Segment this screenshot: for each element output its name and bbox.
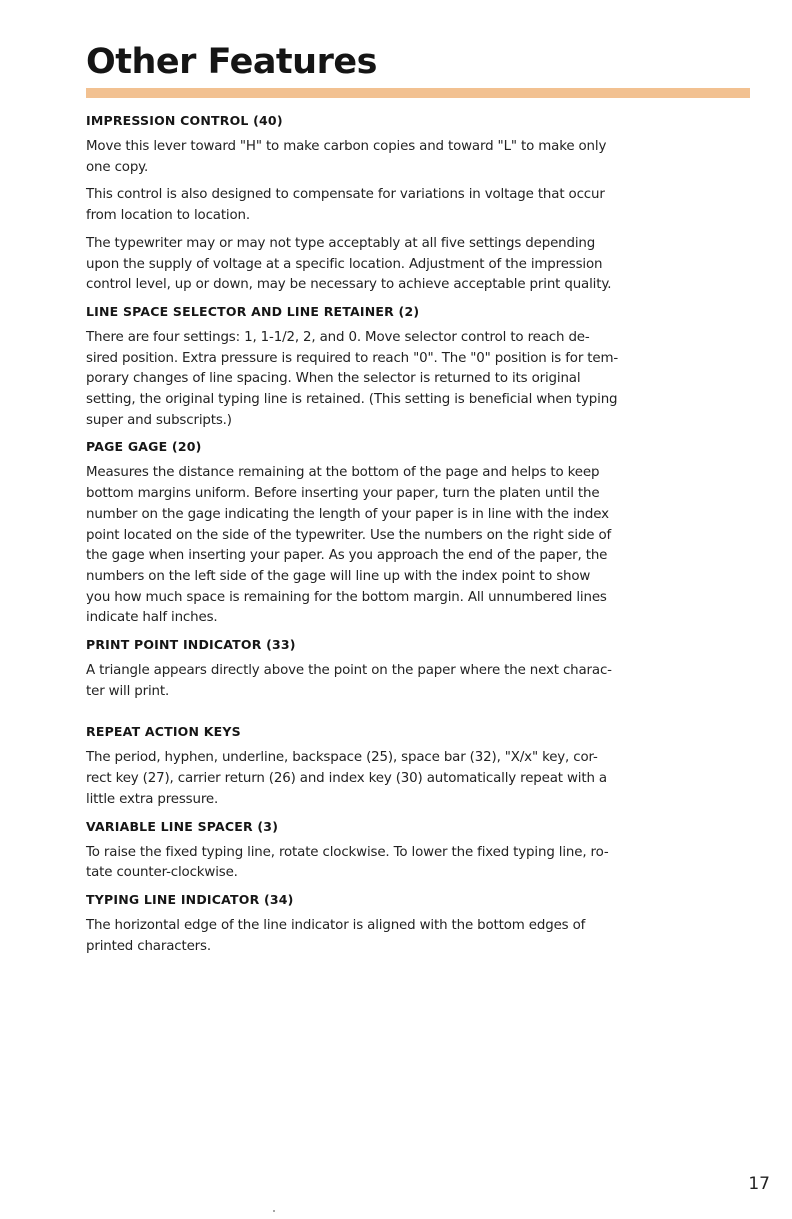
- text-line: super and subscripts.): [86, 412, 232, 428]
- section-variable-line-spacer: [86, 818, 750, 884]
- title-underline-bar: [86, 88, 750, 98]
- section-heading: REPEAT ACTION KEYS: [86, 724, 241, 740]
- page-number: 17: [748, 1174, 770, 1194]
- text-line: from location to location.: [86, 208, 250, 224]
- paragraph: [86, 328, 750, 432]
- text-line: The period, hyphen, underline, backspace (25), space bar (32), "X/x" key, cor-: [86, 750, 598, 766]
- text-line: Move this lever toward "H" to make carbon copies and toward "L" to make only: [86, 139, 607, 154]
- print-speck: [273, 1210, 275, 1212]
- section-heading: LINE SPACE SELECTOR AND LINE RETAINER (2): [86, 303, 420, 319]
- section-typing-line-indicator: [86, 891, 750, 957]
- text-line: you how much space is remaining for the bottom margin. All unnumbered lines: [86, 589, 607, 605]
- paragraph: [86, 843, 750, 884]
- section-impression-control: [86, 112, 750, 296]
- paragraph: [86, 916, 750, 957]
- text-line: sired position. Extra pressure is required to reach "0". The "0" position is for tem-: [86, 350, 619, 366]
- section-print-point-indicator: [86, 636, 750, 702]
- text-line: This control is also designed to compensate for variations in voltage that occur: [86, 187, 605, 203]
- text-line: A triangle appears directly above the point on the paper where the next charac-: [86, 663, 612, 679]
- text-line: setting, the original typing line is retained. (This setting is beneficial when typing: [86, 392, 618, 408]
- text-line: To raise the fixed typing line, rotate clockwise. To lower the fixed typing line, ro-: [86, 844, 609, 860]
- paragraph: [86, 234, 750, 296]
- paragraph: [86, 185, 750, 226]
- text-line: rect key (27), carrier return (26) and index key (30) automatically repeat with a: [86, 771, 607, 787]
- section-heading: IMPRESSION CONTROL (40): [86, 113, 283, 128]
- text-line: ter will print.: [86, 683, 170, 699]
- section-repeat-action-keys: [86, 723, 750, 810]
- page-title: Other Features: [86, 42, 377, 82]
- text-line: numbers on the left side of the gage will line up with the index point to show: [86, 568, 591, 584]
- text-line: number on the gage indicating the length of your paper is in line with the index: [86, 506, 609, 522]
- section-heading: PRINT POINT INDICATOR (33): [86, 637, 296, 653]
- paragraph: [86, 661, 750, 702]
- text-line: Measures the distance remaining at the bottom of the page and helps to keep: [86, 465, 600, 481]
- text-line: The horizontal edge of the line indicator is aligned with the bottom edges of: [86, 917, 586, 933]
- text-line: porary changes of line spacing. When the selector is returned to its original: [86, 371, 581, 387]
- section-heading: TYPING LINE INDICATOR (34): [86, 891, 294, 907]
- text-line: bottom margins uniform. Before inserting your paper, turn the platen until the: [86, 486, 600, 502]
- section-line-space-selector: [86, 303, 750, 432]
- paragraph: [86, 463, 750, 629]
- section-heading: VARIABLE LINE SPACER (3): [86, 818, 279, 834]
- text-line: There are four settings: 1, 1-1/2, 2, and 0. Move selector control to reach de-: [86, 329, 590, 345]
- page-content: [86, 112, 750, 964]
- text-line: upon the supply of voltage at a specific location. Adjustment of the impression: [86, 256, 603, 272]
- text-line: point located on the side of the typewriter. Use the numbers on the right side of: [86, 527, 612, 543]
- paragraph: [86, 748, 750, 810]
- spacer: [86, 709, 750, 723]
- paragraph: [86, 137, 750, 178]
- text-line: control level, up or down, may be necessary to achieve acceptable print quality.: [86, 277, 612, 293]
- section-page-gage: [86, 438, 750, 629]
- text-line: tate counter-clockwise.: [86, 865, 238, 881]
- text-line: the gage when inserting your paper. As you approach the end of the paper, the: [86, 548, 608, 564]
- section-heading: PAGE GAGE (20): [86, 439, 202, 455]
- text-line: The typewriter may or may not type acceptably at all five settings depending: [86, 235, 596, 251]
- text-line: little extra pressure.: [86, 791, 219, 807]
- text-line: indicate half inches.: [86, 610, 218, 626]
- text-line: printed characters.: [86, 938, 211, 954]
- text-line: one copy.: [86, 159, 149, 175]
